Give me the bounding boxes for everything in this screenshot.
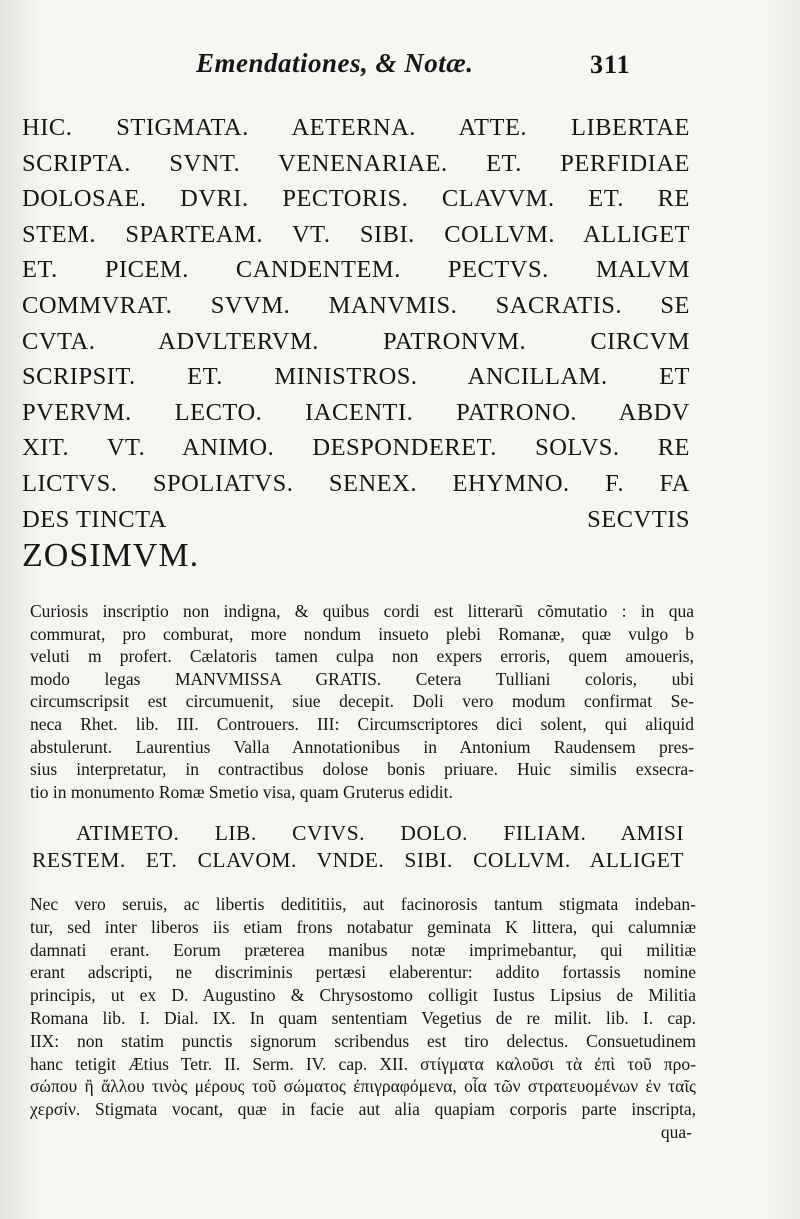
notes-line: damnati erant. Eorum præterea manibus notæ imprimebantur, qui militiæ [30,939,696,960]
catchword: qua- [660,1121,692,1142]
commentary-line: circumscripsit est circumuenit, siue decepit. Doli vero modum confirmat Se- [30,691,694,712]
inscription-line: DOLOSAE. DVRI. PECTORIS. CLAVVM. ET. RE [22,185,690,213]
running-header [0,48,800,88]
inscription-line: SCRIPTA. SVNT. VENENARIAE. ET. PERFIDIAE [22,149,690,177]
inscription-line: SCRIPSIT. ET. MINISTROS. ANCILLAM. ET [22,363,690,391]
inscription-line: HIC. STIGMATA. AETERNA. ATTE. LIBERTAE [22,114,690,141]
commentary-line: commurat, pro comburat, more nondum insueto plebi Romanæ, quæ vulgo b [30,623,694,644]
notes-line: principis, ut ex D. Augustino & Chrysostomo colligit Iustus Lipsius de Militia [30,985,696,1006]
inscription-name: ZOSIMVM. [22,537,200,575]
notes-line: hanc tetigit Ætius Tetr. II. Serm. IV. cap. XII. στίγματα καλοῦσι τὰ ἐπὶ τοῦ προ- [30,1053,696,1074]
notes-line: tur, sed inter liberos iis etiam frons notabatur geminata K littera, qui calumniæ [30,916,696,937]
second-inscription-block [32,820,684,874]
inscription-line: ET. PICEM. CANDENTEM. PECTVS. MALVM [22,256,690,284]
commentary-line: Curiosis inscriptio non indigna, & quibus cordi est litterarũ cõmutatio : in qua [30,601,694,621]
notes-line: χερσίν. Stigmata vocant, quæ in facie aut alia quapiam corporis parte inscripta, [30,1099,696,1120]
inscription-line: XIT. VT. ANIMO. DESPONDERET. SOLVS. RE [22,434,690,462]
notes-line: Romana lib. I. Dial. IX. In quam sententiam Vegetius de re milit. lib. I. cap. [30,1007,696,1028]
notes-line: erant adscripti, ne discriminis pertæsi elaberentur: addito fortassis nomine [30,962,696,983]
inscription-line: COMMVRAT. SVVM. MANVMIS. SACRATIS. SE [22,291,690,319]
inscription-split-left: DES TINCTA [22,505,167,533]
inscription-block [22,110,690,577]
commentary-line: abstulerunt. Laurentius Valla Annotationibus in Antonium Raudensem pres- [30,736,694,757]
page-number: 311 [590,50,631,79]
inscription-line: LICTVS. SPOLIATVS. SENEX. EHYMNO. F. FA [22,469,690,497]
notes-paragraph [30,893,696,1143]
notes-line: IIX: non statim punctis signorum scribendus est tiro delectus. Consuetudinem [30,1030,696,1051]
inscription-split-right: SECVTIS [587,505,690,533]
second-inscription-line: ATIMETO. LIB. CVIVS. DOLO. FILIAM. AMISI [76,821,684,845]
commentary-line: veluti m profert. Cælatoris tamen culpa non expers erroris, quem amoueris, [30,646,694,667]
inscription-line: PVERVM. LECTO. IACENTI. PATRONO. ABDV [22,398,690,426]
inscription-line: STEM. SPARTEAM. VT. SIBI. COLLVM. ALLIGET [22,220,690,248]
commentary-line: tio in monumento Romæ Smetio visa, quam Gruterus edidit. [30,781,453,802]
notes-line: Nec vero seruis, ac libertis dedititiis, aut facinorosis tantum stigmata indeban- [30,894,696,914]
commentary-line: sius interpretatur, in contractibus dolose bonis priuare. Huic similis exsecra- [30,759,694,780]
inscription-split-line [22,502,690,538]
commentary-line: modo legas MANVMISSA GRATIS. Cetera Tulliani coloris, ubi [30,668,694,689]
commentary-line: neca Rhet. lib. III. Controuers. III: Circumscriptores dici solent, qui aliquid [30,713,694,734]
running-title: Emendationes, & Notæ. [196,48,474,78]
commentary-paragraph [30,600,694,803]
notes-line: σώπου ἢ ἄλλου τινὸς μέρους τοῦ σώματος ἐπιγραφόμενα, οἷα τῶν στρατευομένων ἐν ταῖς [30,1076,696,1097]
inscription-line: CVTA. ADVLTERVM. PATRONVM. CIRCVM [22,327,690,355]
second-inscription-line: RESTEM. ET. CLAVOM. VNDE. SIBI. COLLVM. ALLIGET [32,848,684,872]
